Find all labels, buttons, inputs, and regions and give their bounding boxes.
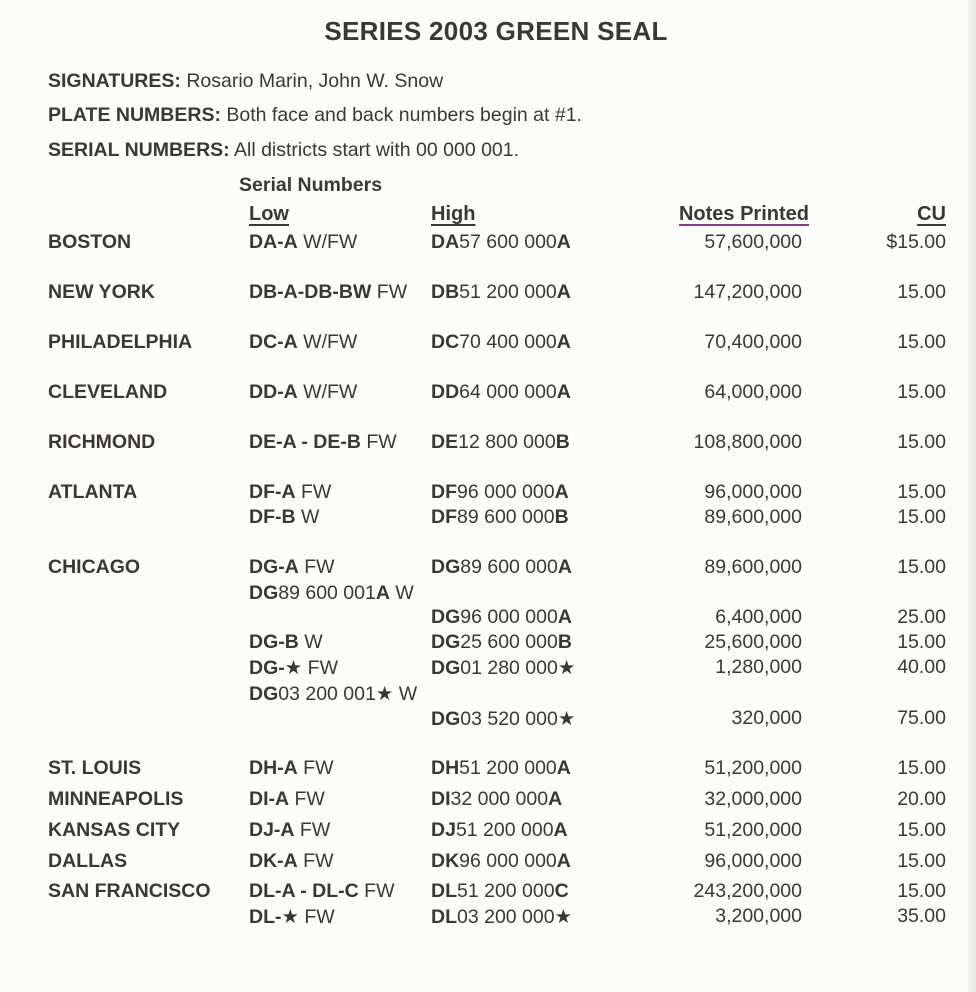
high-serial <box>431 707 575 731</box>
high-serial-number: 89 600 000 <box>457 506 555 528</box>
high-serial-suffix: ★ <box>557 708 576 730</box>
high-serial <box>431 231 571 254</box>
low-serial <box>249 281 407 304</box>
low-serial-number: FW <box>289 788 325 810</box>
city-name: MINNEAPOLIS <box>48 788 184 810</box>
high-serial-suffix: A <box>556 281 571 303</box>
low-serial-prefix: DL-A - DL-C <box>249 880 359 902</box>
high-serial <box>431 506 569 529</box>
notes-printed-value: 96,000,000 <box>704 481 802 503</box>
serial-numbers-label: SERIAL NUMBERS: <box>48 139 230 161</box>
high-serial-suffix: A <box>557 606 572 628</box>
page-edge <box>968 0 976 992</box>
high-serial-suffix: A <box>554 481 569 503</box>
high-serial-number: 57 600 000 <box>459 231 557 253</box>
high-serial-suffix: A <box>548 788 563 810</box>
low-serial <box>249 582 414 605</box>
serial-numbers-line <box>48 139 519 162</box>
high-serial-prefix: DF <box>431 481 457 503</box>
cu-price-value: 15.00 <box>897 281 946 303</box>
low-serial-number: FW <box>298 556 335 578</box>
high-serial <box>431 381 571 404</box>
low-serial-prefix: DG-★ <box>249 657 303 679</box>
high-serial-prefix: DD <box>431 381 460 403</box>
low-serial-number: W/FW <box>297 331 358 353</box>
high-serial <box>431 631 572 654</box>
high-serial-number: 96 000 000 <box>459 850 557 872</box>
high-serial <box>431 656 575 680</box>
low-serial <box>249 431 397 454</box>
high-serial <box>431 788 562 811</box>
low-serial-suffix: ★ <box>375 683 394 705</box>
notes-printed-value: 147,200,000 <box>693 281 802 303</box>
low-serial <box>249 656 338 680</box>
high-serial <box>431 880 569 903</box>
low-serial-suffix: A <box>375 582 390 604</box>
low-serial-prefix: DF-A <box>249 481 296 503</box>
high-serial-prefix: DA <box>431 231 460 253</box>
notes-printed-value: 1,280,000 <box>715 656 802 678</box>
notes-printed-value: 57,600,000 <box>704 231 802 253</box>
cu-price-value: 25.00 <box>897 606 946 628</box>
cu-price-value: 15.00 <box>897 481 946 503</box>
low-serial-prefix: DG-B <box>249 631 299 653</box>
low-serial <box>249 556 335 579</box>
city-name: CHICAGO <box>48 556 141 578</box>
high-serial <box>431 481 569 504</box>
high-serial-number: 03 200 000 <box>457 906 555 928</box>
high-serial-suffix: A <box>557 556 572 578</box>
city-name: RICHMOND <box>48 431 156 453</box>
low-serial <box>249 788 325 811</box>
low-serial-prefix: DD-A <box>249 381 298 403</box>
low-serial-type: W <box>389 582 414 604</box>
low-serial-number: 89 600 001 <box>278 582 376 604</box>
low-serial-number: W/FW <box>297 381 358 403</box>
serial-numbers-group-header: Serial Numbers <box>239 174 383 196</box>
low-serial <box>249 850 333 873</box>
page-title: SERIES 2003 GREEN SEAL <box>324 16 668 46</box>
low-serial-number: FW <box>302 657 338 679</box>
high-serial-number: 01 280 000 <box>460 657 558 679</box>
low-serial <box>249 631 323 654</box>
low-serial <box>249 819 330 842</box>
high-serial <box>431 850 571 873</box>
high-serial-prefix: DB <box>431 281 460 303</box>
notes-printed-value: 3,200,000 <box>715 905 802 927</box>
city-name: PHILADELPHIA <box>48 331 193 353</box>
cu-price-value: 40.00 <box>897 656 946 678</box>
high-serial-suffix: B <box>555 431 570 453</box>
low-serial-number: FW <box>297 757 334 779</box>
low-serial <box>249 880 394 903</box>
high-serial-number: 51 200 000 <box>455 819 554 841</box>
city-name: DALLAS <box>48 850 128 872</box>
high-serial-prefix: DC <box>431 331 460 353</box>
serial-numbers-value: All districts start with 00 000 001. <box>229 139 520 161</box>
cu-price-value: 15.00 <box>897 631 946 653</box>
cu-price-value: 15.00 <box>897 431 946 453</box>
high-serial-suffix: A <box>556 231 571 253</box>
low-serial-prefix: DK-A <box>249 850 298 872</box>
city-name: BOSTON <box>48 231 132 253</box>
city-name: NEW YORK <box>48 281 155 303</box>
high-serial-number: 32 000 000 <box>450 788 549 810</box>
low-serial-number: W <box>298 631 323 653</box>
signatures-value: Rosario Marin, John W. Snow <box>180 70 444 92</box>
high-serial-suffix: B <box>554 506 569 528</box>
low-serial-prefix: DA-A <box>249 231 298 253</box>
city-name: ST. LOUIS <box>48 757 142 779</box>
high-serial-prefix: DL <box>431 880 457 902</box>
cu-price-value: 35.00 <box>897 905 946 927</box>
high-serial-suffix: A <box>553 819 568 841</box>
cu-price-value: 15.00 <box>897 331 946 353</box>
high-serial-suffix: A <box>556 850 571 872</box>
low-serial <box>249 331 357 354</box>
low-serial-prefix: DG <box>249 582 279 604</box>
cu-price-value: 15.00 <box>897 850 946 872</box>
notes-printed-value: 108,800,000 <box>693 431 802 453</box>
notes-printed-value: 89,600,000 <box>704 506 802 528</box>
low-serial-prefix: DC-A <box>249 331 298 353</box>
cu-price-value: 75.00 <box>897 707 946 729</box>
city-name: SAN FRANCISCO <box>48 880 211 902</box>
notes-printed-value: 64,000,000 <box>704 381 802 403</box>
low-serial-type: W <box>393 683 418 705</box>
high-serial-number: 96 000 000 <box>460 606 558 628</box>
low-serial-prefix: DJ-A <box>249 819 295 841</box>
high-serial-prefix: DK <box>431 850 460 872</box>
high-serial-number: 03 520 000 <box>460 708 558 730</box>
city-name: ATLANTA <box>48 481 138 503</box>
high-serial <box>431 556 572 579</box>
column-header-high: High <box>431 203 476 225</box>
low-serial-prefix: DI-A <box>249 788 290 810</box>
low-serial <box>249 381 357 404</box>
notes-printed-value: 320,000 <box>731 707 802 729</box>
plate-numbers-label: PLATE NUMBERS: <box>48 104 221 126</box>
notes-printed-value: 89,600,000 <box>704 556 802 578</box>
high-serial-number: 51 200 000 <box>459 757 557 779</box>
high-serial-prefix: DG <box>431 631 461 653</box>
low-serial <box>249 506 319 529</box>
high-serial-number: 25 600 000 <box>460 631 558 653</box>
low-serial <box>249 905 335 929</box>
city-name: KANSAS CITY <box>48 819 181 841</box>
cu-price-value: 15.00 <box>897 556 946 578</box>
high-serial-prefix: DH <box>431 757 460 779</box>
notes-printed-value: 70,400,000 <box>704 331 802 353</box>
cu-price-value: 15.00 <box>897 381 946 403</box>
low-serial-number: FW <box>294 819 331 841</box>
column-header-low: Low <box>249 203 289 225</box>
high-serial-prefix: DI <box>431 788 451 810</box>
cu-price-value: 15.00 <box>897 757 946 779</box>
cu-price-value: 15.00 <box>897 880 946 902</box>
notes-printed-value: 96,000,000 <box>704 850 802 872</box>
high-serial <box>431 819 568 842</box>
high-serial-number: 51 200 000 <box>457 880 555 902</box>
low-serial-number: FW <box>371 281 408 303</box>
high-serial <box>431 757 571 780</box>
high-serial <box>431 905 572 929</box>
high-serial-suffix: A <box>556 757 571 779</box>
high-serial-number: 70 400 000 <box>459 331 557 353</box>
low-serial-prefix: DL-★ <box>249 906 299 928</box>
low-serial-prefix: DG-A <box>249 556 299 578</box>
cu-price-value: $15.00 <box>886 231 946 253</box>
cu-price-value: 15.00 <box>897 506 946 528</box>
low-serial-number: FW <box>297 850 334 872</box>
low-serial-prefix: DF-B <box>249 506 296 528</box>
high-serial-prefix: DJ <box>431 819 456 841</box>
low-serial <box>249 231 357 254</box>
high-serial-prefix: DG <box>431 657 461 679</box>
high-serial-prefix: DG <box>431 556 461 578</box>
low-serial-prefix: DE-A - DE-B <box>249 431 361 453</box>
notes-printed-value: 243,200,000 <box>693 880 802 902</box>
high-serial-number: 51 200 000 <box>459 281 557 303</box>
high-serial-prefix: DE <box>431 431 459 453</box>
city-name: CLEVELAND <box>48 381 168 403</box>
column-header-cu: CU <box>917 203 946 225</box>
high-serial-suffix: A <box>556 331 571 353</box>
high-serial <box>431 281 571 304</box>
high-serial-suffix: A <box>556 381 571 403</box>
notes-printed-value: 6,400,000 <box>715 606 802 628</box>
high-serial <box>431 606 572 629</box>
high-serial-prefix: DL <box>431 906 457 928</box>
high-serial-suffix: ★ <box>557 657 576 679</box>
low-serial-number: FW <box>358 880 395 902</box>
column-header-notes-printed: Notes Printed <box>678 203 809 225</box>
low-serial-number: FW <box>298 906 335 928</box>
high-serial <box>431 431 570 454</box>
high-serial-number: 96 000 000 <box>457 481 555 503</box>
signatures-label: SIGNATURES: <box>48 70 181 92</box>
high-serial-suffix: C <box>554 880 569 902</box>
high-serial-number: 64 000 000 <box>459 381 557 403</box>
high-serial-prefix: DF <box>431 506 457 528</box>
low-serial <box>249 757 333 780</box>
high-serial-number: 89 600 000 <box>460 556 558 578</box>
high-serial-prefix: DG <box>431 708 461 730</box>
notes-printed-value: 25,600,000 <box>704 631 802 653</box>
high-serial-suffix: ★ <box>554 906 573 928</box>
high-serial <box>431 331 571 354</box>
cu-price-value: 15.00 <box>897 819 946 841</box>
low-serial-number: FW <box>295 481 332 503</box>
low-serial-prefix: DH-A <box>249 757 298 779</box>
low-serial-prefix: DG <box>249 683 279 705</box>
low-serial <box>249 682 417 706</box>
signatures-line <box>48 70 443 93</box>
low-serial-number: 03 200 001 <box>278 683 376 705</box>
cu-price-value: 20.00 <box>897 788 946 810</box>
low-serial-number: FW <box>360 431 397 453</box>
notes-printed-value: 51,200,000 <box>704 757 802 779</box>
low-serial <box>249 481 331 504</box>
plate-numbers-value: Both face and back numbers begin at #1. <box>220 104 582 126</box>
high-serial-prefix: DG <box>431 606 461 628</box>
low-serial-prefix: DB-A-DB-BW <box>249 281 372 303</box>
low-serial-number: W/FW <box>297 231 358 253</box>
notes-printed-value: 32,000,000 <box>704 788 802 810</box>
high-serial-number: 12 800 000 <box>458 431 556 453</box>
high-serial-suffix: B <box>557 631 572 653</box>
plate-numbers-line <box>48 104 582 127</box>
low-serial-number: W <box>295 506 320 528</box>
notes-printed-value: 51,200,000 <box>704 819 802 841</box>
